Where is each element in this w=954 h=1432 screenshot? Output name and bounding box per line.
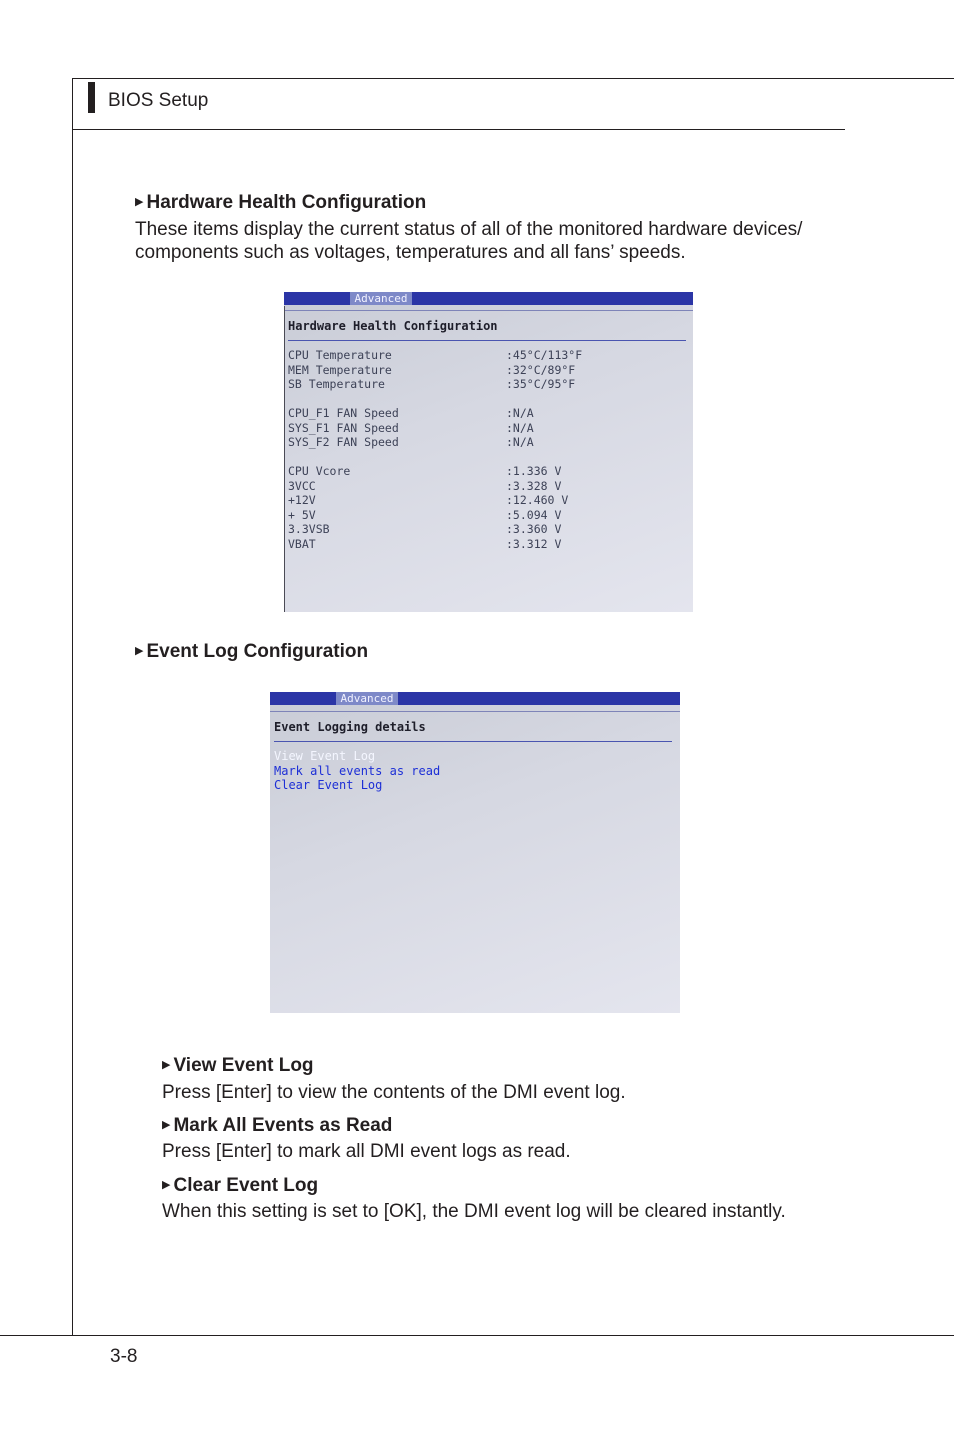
row-value: :3.360 V <box>506 522 562 536</box>
bullet-triangle-icon: ▶ <box>135 196 144 208</box>
heading-text: Mark All Events as Read <box>173 1115 393 1136</box>
row-label: 3VCC <box>288 478 316 493</box>
row-label: CPU_F1 FAN Speed <box>288 406 399 420</box>
header-title: BIOS Setup <box>108 90 209 111</box>
mark-all-events-description: Press [Enter] to mark all DMI event logs as read. <box>162 1141 571 1162</box>
bios-title-underline <box>274 741 672 742</box>
row-value: :3.312 V <box>506 536 562 551</box>
bios-title: Event Logging details <box>274 720 426 734</box>
menu-item-clear-event-log[interactable]: Clear Event Log <box>274 778 383 792</box>
header-marker-bar <box>88 82 95 113</box>
hardware-description-line2: components such as voltages, temperatures and all fans’ speeds. <box>135 242 686 263</box>
section-heading-event-log <box>135 641 368 663</box>
bios-topbar <box>284 292 693 305</box>
heading-view-event-log <box>162 1055 314 1077</box>
row-value: :3.328 V <box>506 478 562 493</box>
bullet-triangle-icon: ▶ <box>135 645 144 657</box>
row-label: SYS_F2 FAN Speed <box>288 435 399 449</box>
row-label: +12V <box>288 493 316 507</box>
view-event-log-description: Press [Enter] to view the contents of the DMI event log. <box>162 1082 626 1103</box>
row-value: :1.336 V <box>506 464 562 478</box>
heading-text: View Event Log <box>173 1055 314 1076</box>
row-label: SYS_F1 FAN Speed <box>288 420 399 435</box>
row-value: :N/A <box>506 420 534 435</box>
bios-tab-advanced: Advanced <box>336 692 398 705</box>
row-label: MEM Temperature <box>288 362 392 377</box>
top-rule <box>72 78 954 79</box>
bottom-rule <box>0 1335 954 1336</box>
bios-left-border <box>284 306 285 612</box>
menu-item-view-event-log[interactable]: View Event Log <box>274 749 376 763</box>
menu-item-mark-all-read[interactable]: Mark all events as read <box>274 763 441 778</box>
heading-clear-event-log <box>162 1175 318 1197</box>
bios-topbar <box>270 692 680 705</box>
row-value: :35°C/95°F <box>506 377 576 391</box>
bios-title: Hardware Health Configuration <box>288 319 498 333</box>
row-label: 3.3VSB <box>288 522 330 536</box>
row-label: + 5V <box>288 507 316 522</box>
row-value: :N/A <box>506 406 534 420</box>
bullet-triangle-icon: ▶ <box>162 1179 171 1191</box>
clear-event-log-description: When this setting is set to [OK], the DMI event log will be cleared instantly. <box>162 1201 786 1222</box>
row-label: CPU Temperature <box>288 348 392 362</box>
heading-text: Event Log Configuration <box>146 641 369 662</box>
heading-text: Hardware Health Configuration <box>146 192 427 213</box>
bios-tab-advanced: Advanced <box>350 292 412 305</box>
row-value: :12.460 V <box>506 493 569 507</box>
bios-title-underline <box>288 340 686 341</box>
heading-text: Clear Event Log <box>173 1175 319 1196</box>
row-label: CPU Vcore <box>288 464 351 478</box>
row-value: :N/A <box>506 435 534 449</box>
bios-screenshot-event-log <box>270 692 680 1013</box>
bullet-triangle-icon: ▶ <box>162 1059 171 1071</box>
bullet-triangle-icon: ▶ <box>162 1119 171 1131</box>
row-value: :45°C/113°F <box>506 348 583 362</box>
header-underline <box>72 129 845 130</box>
row-label: SB Temperature <box>288 377 385 391</box>
heading-mark-all-events <box>162 1115 392 1137</box>
bios-top-line <box>284 310 693 311</box>
page-number: 3-8 <box>110 1346 138 1367</box>
bios-screenshot-hardware-health <box>284 292 693 612</box>
left-margin-rule <box>72 78 73 1336</box>
row-value: :5.094 V <box>506 507 562 522</box>
row-label: VBAT <box>288 536 316 551</box>
hardware-description-line1: These items display the current status of all of the monitored hardware devices/ <box>135 219 803 240</box>
section-heading-hardware-health <box>135 192 426 214</box>
bios-top-line <box>270 711 680 712</box>
row-value: :32°C/89°F <box>506 362 576 377</box>
